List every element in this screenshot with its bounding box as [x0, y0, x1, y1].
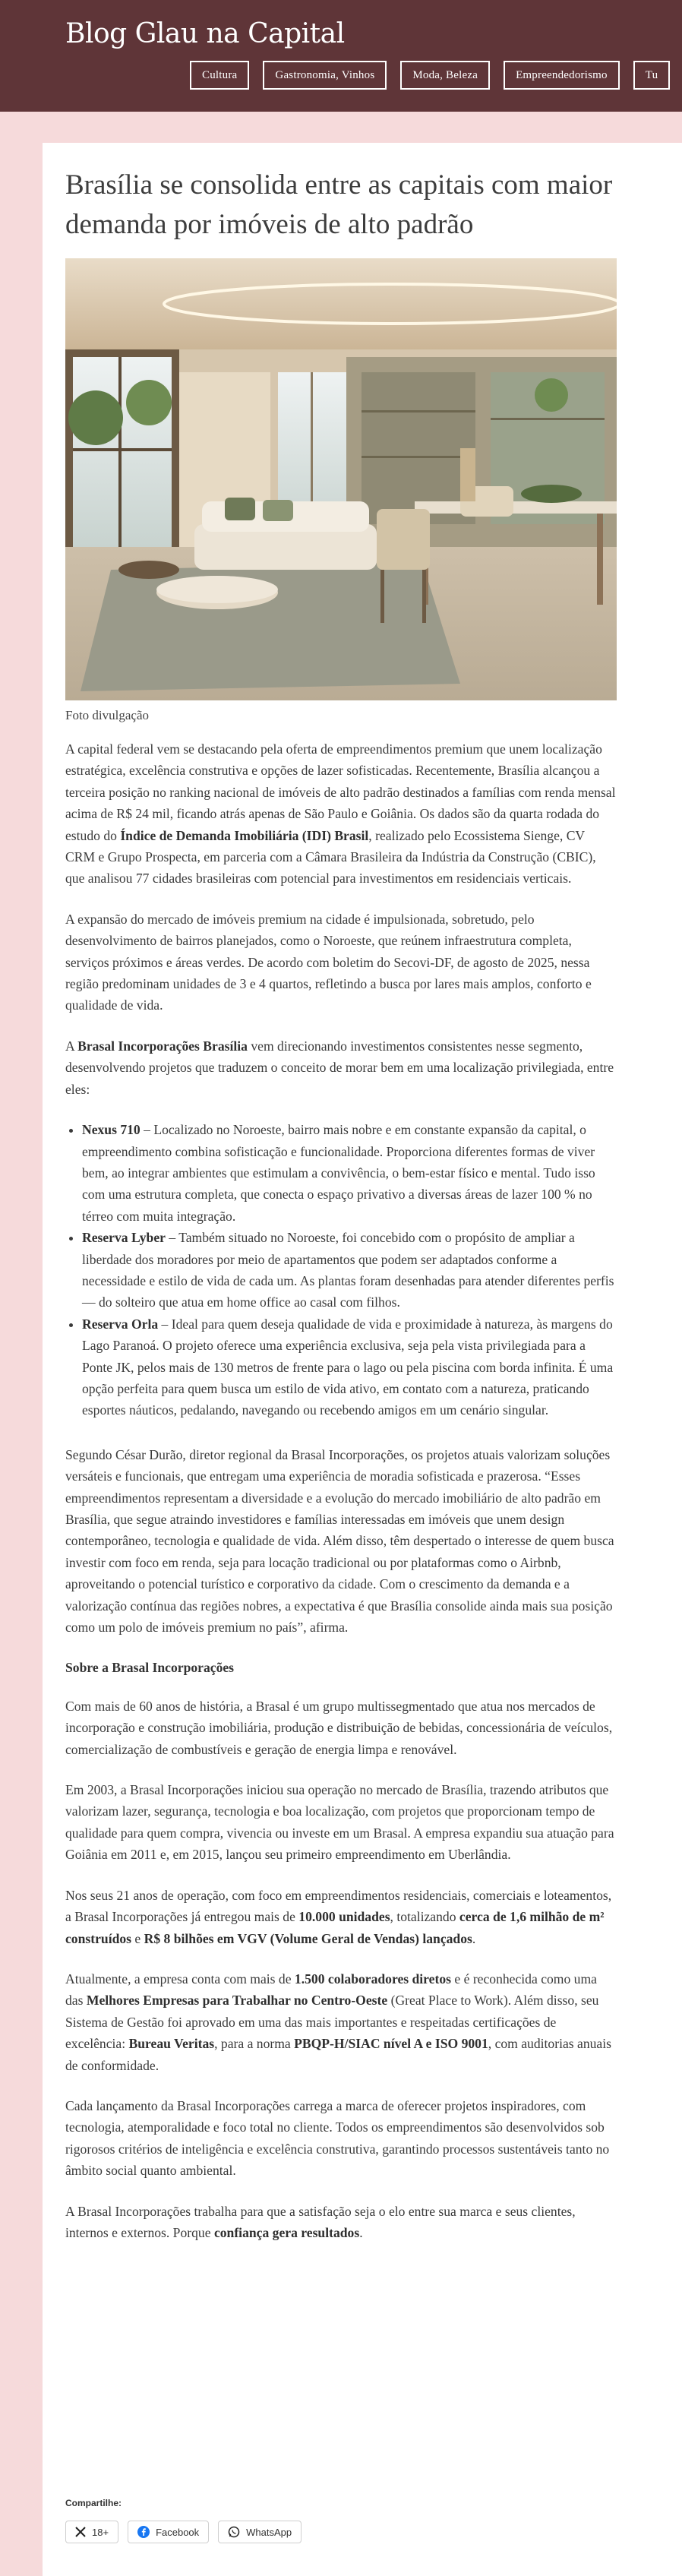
paragraph: Com mais de 60 anos de história, a Brasal é um grupo multissegmentado que atua nos mercados de incorporação e construção imobiliária, produção e distribuição de bebidas, concessionária de veículos, comercialização de combustíveis e geração de energia limpa e renovável. [65, 1698, 613, 1757]
list-item: • Nexus 710 – Localizado no Noroeste, bairro mais nobre e em constante expansão da capital, o empreendimento combina sofisticação e funcionalidade. Proporciona diferentes formas de viver bem, ao integrar ambientes que estimulam a convivência, o bem-estar físico e mental. Tudo isso com uma estrutura completa, que conecta o espaço privativo a diversas áreas de lazer 100 % no térreo com muita integração. [82, 1119, 617, 1227]
nav-item-moda[interactable]: Moda, Beleza [400, 61, 490, 90]
share-whatsapp-button[interactable]: WhatsApp [218, 2521, 302, 2543]
share-label: Compartilhe: [65, 2498, 122, 2508]
living-room-illustration [65, 258, 617, 700]
nav-item-cultura[interactable]: Cultura [190, 61, 249, 90]
article-title: Brasília se consolida entre as capitais com maior demanda por imóveis de alto padrão [65, 169, 613, 240]
paragraph: A capital federal vem se destacando pela oferta de empreendimentos premium que unem localização estratégica, excelência construtiva e opções de lazer sofisticadas. Recentemente, Brasília alcançou a terceira posição no ranking nacional de imóveis de alto padrão destinados a famílias com renda mensal acima de R$ 24 mil, ficando atrás apenas de São Paulo e Goiânia. Os dados são da quarta rodada do estudo do Índice de Demanda Imobiliária (IDI) Brasil, realizado pelo Ecossistema Sienge, CV CRM e Grupo Prospecta, em parceria com a Câmara Brasileira da Indústria da Construção (CBIC), que analisou 77 cidades brasileiras com potencial para investimentos em residenciais verticais. [65, 741, 616, 887]
image-caption: Foto divulgação [65, 708, 150, 722]
share-facebook-button[interactable]: Facebook [128, 2521, 209, 2543]
list-item: • Reserva Lyber – Também situado no Noroeste, foi concebido com o propósito de ampliar a liberdade dos moradores por meio de apartamentos que podem ser adaptados conforme a necessidade e estilo de vida de cada um. As plantas foram desenhadas para atender diferentes perfis — do solteiro que atua em home office ao casal com filhos. [82, 1227, 617, 1313]
main-nav [190, 61, 670, 90]
paragraph: Cada lançamento da Brasal Incorporações carrega a marca de oferecer projetos inspiradores, com tecnologia, atemporalidade e foco total no cliente. Todos os empreendimentos são desenvolvidos sob rigorosos critérios de inteligência e excelência construtiva, garantindo processos sustentáveis tanto no âmbito social quanto ambiental. [65, 2097, 610, 2179]
paragraph: Em 2003, a Brasal Incorporações iniciou sua operação no mercado de Brasília, trazendo atributos que valorizam lazer, segurança, tecnologia e boa localização, com projetos que proporcionam tempo de qualidade para quem compra, vivencia ou investe em um Brasal. A empresa expandiu sua atuação para Goiânia em 2011 e, em 2015, lançou seu primeiro empreendimento em Uberlândia. [65, 1782, 614, 1863]
paragraph: Nos seus 21 anos de operação, com foco em empreendimentos residenciais, comerciais e loteamentos, a Brasal Incorporações já entregou mais de 10.000 unidades, totalizando cerca de 1,6 milhão de m² construídos e R$ 8 bilhões em VGV (Volume Geral de Vendas) lançados. [65, 1887, 612, 1946]
nav-item-gastronomia[interactable]: Gastronomia, Vinhos [263, 61, 387, 90]
share-x-button[interactable]: 18+ [65, 2521, 118, 2543]
paragraph: A expansão do mercado de imóveis premium na cidade é impulsionada, sobretudo, pelo desenvolvimento de bairros planejados, como o Noroeste, que reúnem infraestrutura completa, serviços próximos e áreas verdes. De acordo com boletim do Secovi-DF, de agosto de 2025, nessa região predominam unidades de 3 e 4 quartos, refletindo a busca por lares mais amplos, conforto e qualidade de vida. [65, 911, 592, 1013]
section-heading: Sobre a Brasal Incorporações [65, 1660, 235, 1676]
project-list [82, 1119, 617, 1421]
facebook-icon [137, 2526, 150, 2538]
article-body [65, 738, 617, 2262]
site-title[interactable]: Blog Glau na Capital [65, 18, 345, 49]
site-header [0, 0, 682, 112]
hero-image [65, 258, 617, 700]
paragraph: A Brasal Incorporações Brasília vem direcionando investimentos consistentes nesse segmento, desenvolvendo projetos que traduzem o conceito de morar bem em uma localização privilegiada, entre eles: [65, 1038, 614, 1097]
list-item: • Reserva Orla – Ideal para quem deseja qualidade de vida e proximidade à natureza, às margens do Lago Paranoá. O projeto oferece uma experiência exclusiva, seja pela vista privilegiada para a Ponte JK, pelos mais de 130 metros de frente para o lago ou pela piscina com borda infinita. É uma opção perfeita para quem busca um estilo de vida ativo, em contato com a natureza, praticando esportes náuticos, pedalando, navegando ou recebendo amigos em um cenário singular. [82, 1313, 617, 1421]
paragraph: Segundo César Durão, diretor regional da Brasal Incorporações, os projetos atuais valorizam soluções versáteis e funcionais, que entregam uma experiência de moradia sofisticada e prazerosa. “Esses empreendimentos representam a diversidade e a evolução do mercado imobiliário de alto padrão em Brasília, que segue atraindo investidores e famílias interessadas em imóveis que unem design contemporâneo, tecnologia e qualidade de vida. Além disso, têm despertado o interesse de quem busca investir com foco em renda, seja para locação tradicional ou por plataformas como o Airbnb, aproveitando o potencial turístico e corporativo da cidade. Com o crescimento da demanda e a valorização contínua das regiões nobres, a expectativa é que Brasília consolide ainda mais sua posição como um polo de imóveis premium no país”, afirma. [65, 1446, 614, 1636]
whatsapp-icon [228, 2526, 240, 2538]
share-buttons [65, 2521, 302, 2543]
nav-item-empreendedorismo[interactable]: Empreendedorismo [504, 61, 620, 90]
article-card [43, 143, 682, 2576]
x-icon [75, 2527, 86, 2537]
paragraph: Atualmente, a empresa conta com mais de 1.500 colaboradores diretos e é reconhecida como uma das Melhores Empresas para Trabalhar no Centro-Oeste (Great Place to Work). Além disso, seu Sistema de Gestão foi aprovado em uma das mais importantes e respeitadas certificações de excelência: Bureau Veritas, para a norma PBQP-H/SIAC nível A e ISO 9001, com auditorias anuais de conformidade. [65, 1971, 611, 2073]
nav-item-turismo[interactable]: Tu [633, 61, 671, 90]
paragraph: A Brasal Incorporações trabalha para que a satisfação seja o elo entre sua marca e seus clientes, internos e externos. Porque confiança gera resultados. [65, 2203, 576, 2240]
